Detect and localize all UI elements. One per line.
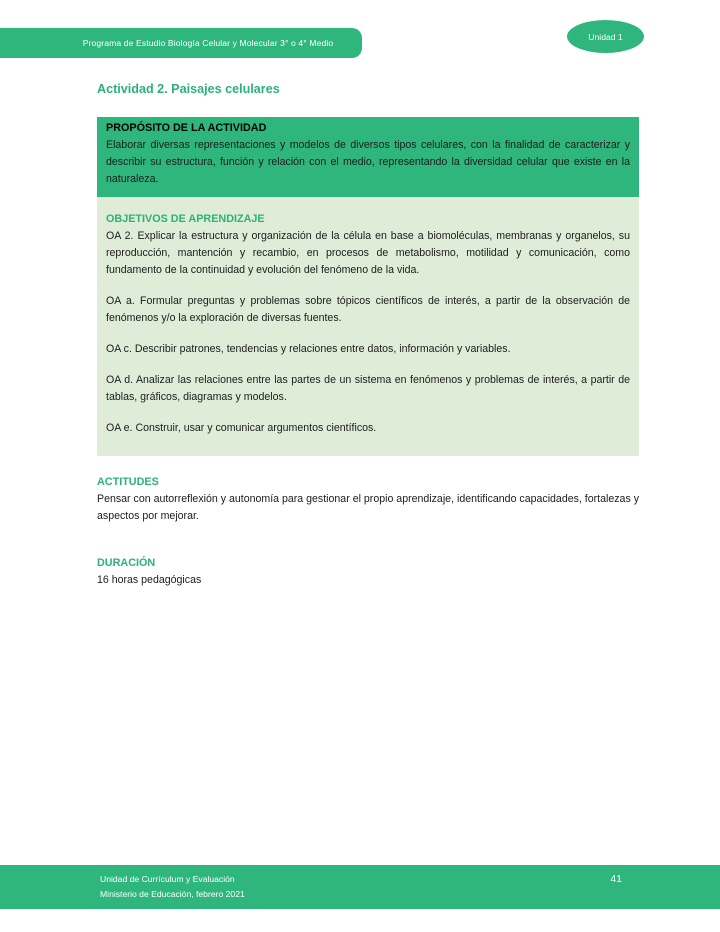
objetivo-item: OA a. Formular preguntas y problemas sobre tópicos científicos de interés, a partir de la observación de fenómenos y/o la exploración de diversas fuentes. xyxy=(106,295,630,324)
page-number: 41 xyxy=(610,873,622,885)
unit-badge-label: Unidad 1 xyxy=(588,31,623,42)
duracion-body: 16 horas pedagógicas xyxy=(97,574,202,586)
proposito-body: Elaborar diversas representaciones y modelos de diversos tipos celulares, con la finalidad de caracterizar y describir su estructura, función y relación con el medio, representando la diversidad celular que existe en la naturaleza. xyxy=(106,139,630,185)
proposito-heading: PROPÓSITO DE LA ACTIVIDAD xyxy=(106,122,267,134)
objetivo-item: OA d. Analizar las relaciones entre las partes de un sistema en fenómenos y problemas de interés, a partir de tablas, gráficos, diagramas y modelos. xyxy=(106,374,630,403)
objetivos-heading: OBJETIVOS DE APRENDIZAJE xyxy=(106,213,265,225)
objetivo-item: OA e. Construir, usar y comunicar argumentos científicos. xyxy=(106,422,377,434)
proposito-section xyxy=(97,117,639,197)
footer-line-2: Ministerio de Educación, febrero 2021 xyxy=(100,889,245,899)
program-header-bar xyxy=(0,28,362,58)
activity-title: Actividad 2. Paisajes celulares xyxy=(97,82,280,96)
footer-bar xyxy=(0,865,720,909)
objetivo-item: OA c. Describir patrones, tendencias y relaciones entre datos, información y variables. xyxy=(106,343,511,355)
page-content xyxy=(97,82,639,589)
objetivos-section xyxy=(97,197,639,456)
actitudes-section xyxy=(97,476,639,525)
actitudes-heading: ACTITUDES xyxy=(97,476,159,488)
actitudes-body: Pensar con autorreflexión y autonomía para gestionar el propio aprendizaje, identificando capacidades, fortalezas y aspectos por mejorar. xyxy=(97,493,639,522)
unit-badge xyxy=(567,20,644,53)
duracion-heading: DURACIÓN xyxy=(97,557,156,569)
footer-line-1: Unidad de Currículum y Evaluación xyxy=(100,874,235,884)
objetivo-item: OA 2. Explicar la estructura y organización de la célula en base a biomoléculas, membranas y organelos, su reproducción, mantención y recambio, en procesos de metabolismo, motilidad y comunicación, como fundamento de la continuidad y evolución del fenómeno de la vida. xyxy=(106,230,630,276)
footer-credits xyxy=(100,872,245,902)
duracion-section xyxy=(97,557,639,589)
program-title: Programa de Estudio Biología Celular y Molecular 3° o 4° Medio xyxy=(82,38,334,48)
